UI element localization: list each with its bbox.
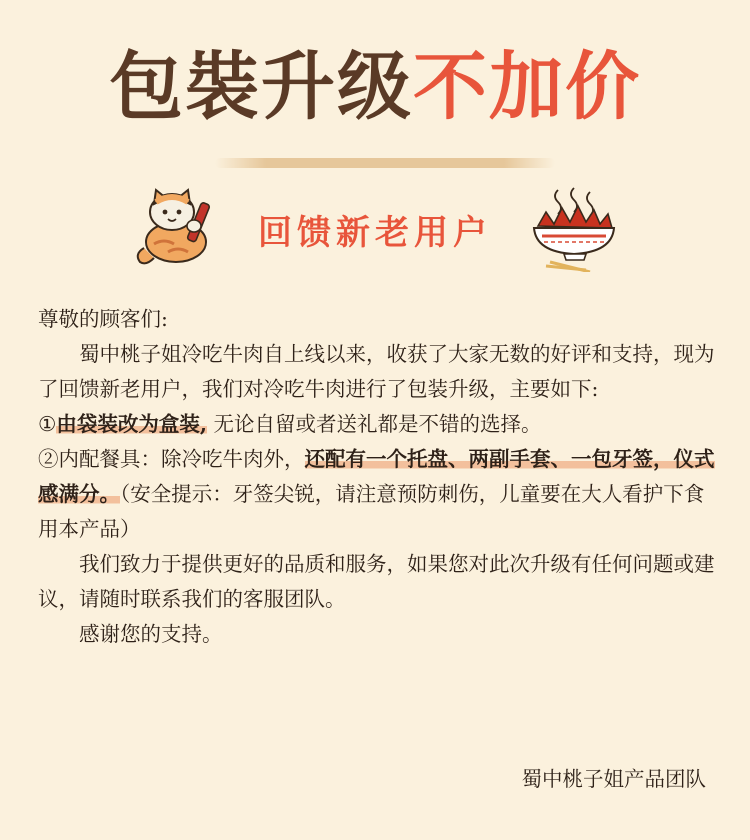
- upgrade-item-2: [38, 442, 718, 547]
- letter-body: [38, 302, 718, 652]
- safety-note: （安全提示：牙签尖锐，请注意预防刺伤，儿童要在大人看护下食用本产品）: [38, 482, 705, 541]
- item-2-highlight: 还配有一个托盘、两副手套、一包牙签，仪式感满分。: [38, 447, 715, 506]
- headline: [0, 44, 750, 130]
- item-1-highlight: 由袋装改为盒装,: [56, 412, 208, 436]
- closing-paragraph: 我们致力于提供更好的品质和服务，如果您对此次升级有任何问题或建议，请随时联系我们的客服团队。: [38, 552, 715, 611]
- headline-accent: 不加价: [413, 44, 641, 130]
- signature: 蜀中桃子姐产品团队: [521, 767, 706, 791]
- item-1-number: ①: [38, 412, 57, 436]
- upgrade-item-1: [38, 407, 718, 442]
- subtitle: 回馈新老用户: [258, 213, 492, 253]
- item-2-text: ②内配餐具：除冷吃牛肉外，: [38, 447, 305, 471]
- intro-paragraph: 蜀中桃子姐冷吃牛肉自上线以来，收获了大家无数的好评和支持，现为了回馈新老用户，我们对冷吃牛肉进行了包装升级，主要如下:: [38, 342, 715, 401]
- headline-main: 包裝升级: [109, 44, 413, 130]
- brush-divider: [215, 158, 555, 168]
- bowl-of-spicy-beef-icon: [528, 186, 620, 272]
- greeting: 尊敬的顾客们:: [38, 307, 168, 331]
- thanks-line: 感谢您的支持。: [79, 622, 223, 646]
- item-1-text: 无论自留或者送礼都是不错的选择。: [207, 412, 542, 436]
